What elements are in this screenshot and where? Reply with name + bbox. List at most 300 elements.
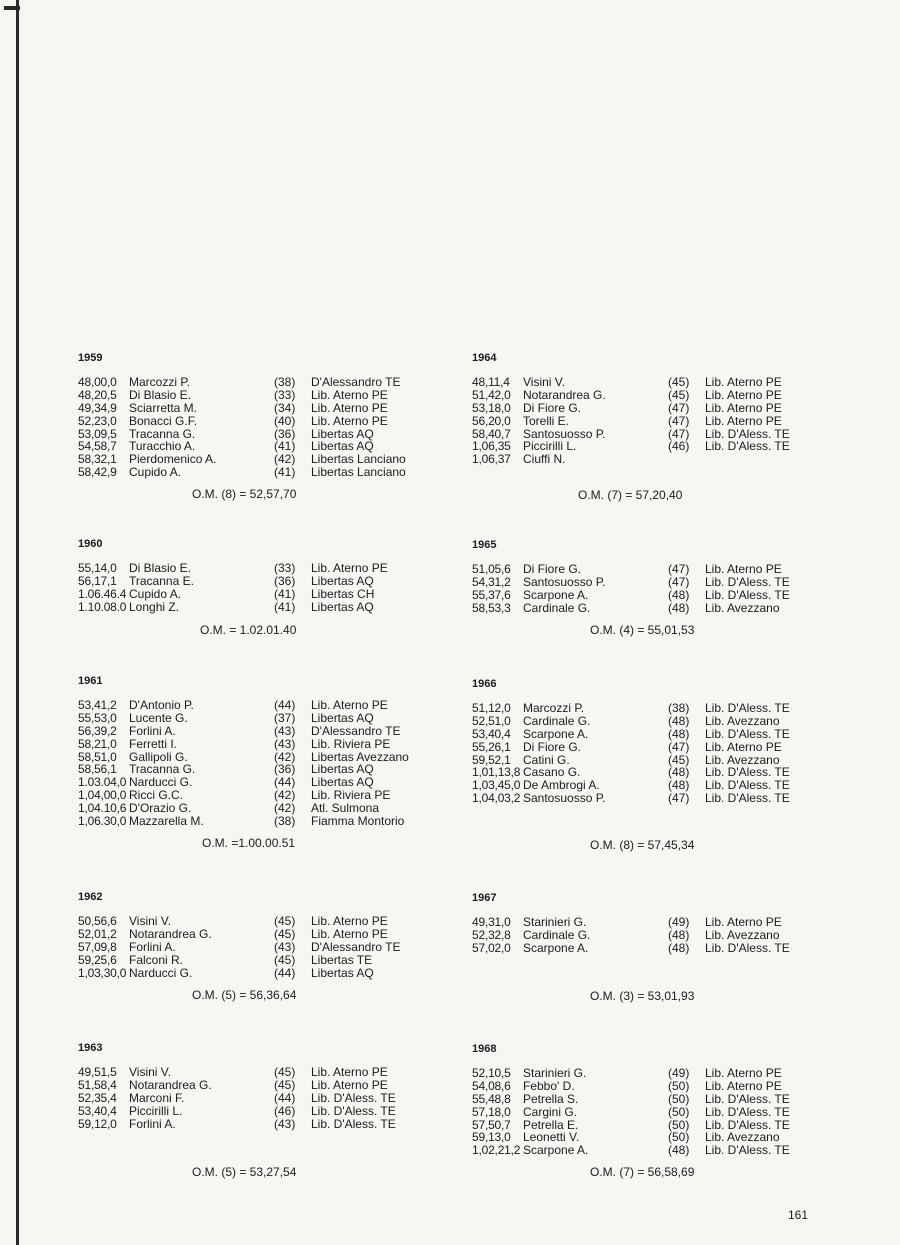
athlete-name: Tracanna G. xyxy=(129,426,196,441)
result-row xyxy=(78,389,438,402)
result-time: 56,20,0 xyxy=(472,413,511,428)
club-name: Libertas Lanciano xyxy=(311,465,406,480)
result-time: 1.10.08.0 xyxy=(78,599,127,614)
result-row xyxy=(472,453,832,466)
result-row xyxy=(472,792,832,805)
birth-year: (48) xyxy=(668,587,690,602)
athlete-name: Narducci G. xyxy=(129,775,193,790)
athlete-name: Marcozzi P. xyxy=(523,701,585,715)
result-time: 51,12,0 xyxy=(472,701,511,715)
result-row xyxy=(472,916,832,929)
average-summary: O.M. (5) = 53,27,54 xyxy=(192,1165,297,1179)
birth-year: (41) xyxy=(274,586,296,601)
birth-year: (36) xyxy=(274,426,296,441)
page-binding-mark xyxy=(4,6,20,10)
club-name: Lib. Aterno PE xyxy=(705,739,782,754)
result-time: 53,40,4 xyxy=(78,1103,117,1118)
result-time: 51,05,6 xyxy=(472,562,511,576)
athlete-name: Di Fiore G. xyxy=(523,739,582,754)
result-time: 1.06.46.4 xyxy=(78,586,127,601)
athlete-name: Tracanna G. xyxy=(129,762,196,777)
club-name: Lib. D'Aless. TE xyxy=(705,778,790,793)
athlete-name: Longhi Z. xyxy=(129,599,180,614)
result-row xyxy=(472,715,832,728)
result-time: 1,04.10,6 xyxy=(78,801,127,816)
result-time: 58,53,3 xyxy=(472,600,511,615)
year-block-1968 xyxy=(472,1043,832,1157)
athlete-name: Tracanna E. xyxy=(129,573,194,588)
result-row xyxy=(78,601,438,614)
club-name: Libertas AQ xyxy=(311,710,374,725)
birth-year: (49) xyxy=(668,1066,690,1080)
club-name: Lib. D'Aless. TE xyxy=(705,426,790,441)
club-name: Lib. Aterno PE xyxy=(705,915,782,929)
club-name: Lib. D'Aless. TE xyxy=(311,1090,396,1105)
result-time: 56,39,2 xyxy=(78,723,117,738)
club-name: Lib. D'Aless. TE xyxy=(705,574,790,589)
birth-year: (48) xyxy=(668,713,690,728)
result-row xyxy=(472,728,832,741)
result-row xyxy=(78,415,438,428)
result-time: 52,35,4 xyxy=(78,1090,117,1105)
athlete-name: Santosuosso P. xyxy=(523,426,606,441)
club-name: Libertas CH xyxy=(311,586,375,601)
club-name: Libertas AQ xyxy=(311,573,374,588)
athlete-name: Cargini G. xyxy=(523,1104,578,1119)
result-row xyxy=(78,915,438,928)
result-row xyxy=(472,376,832,389)
athlete-name: Pierdomenico A. xyxy=(129,452,217,467)
club-name: Lib. Aterno PE xyxy=(311,413,388,428)
athlete-name: Cardinale G. xyxy=(523,600,591,615)
athlete-name: Di Blasio E. xyxy=(129,561,192,575)
athlete-name: Leonetti V. xyxy=(523,1130,580,1145)
athlete-name: Petrella S. xyxy=(523,1091,579,1106)
birth-year: (48) xyxy=(668,940,690,955)
club-name: Libertas AQ xyxy=(311,762,374,777)
club-name: Lib. Aterno PE xyxy=(311,561,388,575)
birth-year: (48) xyxy=(668,778,690,793)
result-time: 58,56,1 xyxy=(78,762,117,777)
club-name: Lib. D'Aless. TE xyxy=(705,1104,790,1119)
club-name: Lib. D'Aless. TE xyxy=(705,587,790,602)
average-summary: O.M. =1.00.00.51 xyxy=(202,836,296,850)
result-time: 57,50,7 xyxy=(472,1117,511,1132)
athlete-name: Mazzarella M. xyxy=(129,814,204,829)
result-time: 58,42,9 xyxy=(78,465,117,480)
result-row xyxy=(78,1105,438,1118)
result-time: 55,14,0 xyxy=(78,561,117,575)
birth-year: (42) xyxy=(274,801,296,816)
year-heading: 1967 xyxy=(472,892,497,904)
birth-year: (36) xyxy=(274,573,296,588)
result-time: 1,06,35 xyxy=(472,439,511,454)
year-heading: 1965 xyxy=(472,539,497,551)
club-name: Libertas AQ xyxy=(311,775,374,790)
year-block-1962 xyxy=(78,891,438,979)
birth-year: (48) xyxy=(668,1143,690,1158)
club-name: Lib. D'Aless. TE xyxy=(705,1117,790,1132)
result-time: 52,10,5 xyxy=(472,1066,511,1080)
result-row xyxy=(472,402,832,415)
page-number: 161 xyxy=(787,1208,808,1222)
result-time: 52,32,8 xyxy=(472,927,511,942)
result-row xyxy=(472,1080,832,1093)
result-row xyxy=(472,1106,832,1119)
result-time: 58,51,0 xyxy=(78,749,117,764)
result-row xyxy=(472,1144,832,1157)
athlete-name: Catini G. xyxy=(523,752,570,767)
result-row xyxy=(78,699,438,712)
result-row xyxy=(472,741,832,754)
birth-year: (48) xyxy=(668,927,690,942)
result-time: 1,04,00,0 xyxy=(78,788,127,803)
club-name: Lib. Aterno PE xyxy=(705,387,782,402)
result-time: 51,58,4 xyxy=(78,1077,117,1092)
result-time: 57,02,0 xyxy=(472,940,511,955)
club-name: Lib. Riviera PE xyxy=(311,788,391,803)
athlete-name: Scarpone A. xyxy=(523,587,589,602)
birth-year: (47) xyxy=(668,400,690,415)
athlete-name: Visini V. xyxy=(523,375,566,389)
athlete-name: Sciarretta M. xyxy=(129,400,198,415)
average-summary: O.M. (3) = 53,01,93 xyxy=(590,989,695,1003)
athlete-name: De Ambrogi A. xyxy=(523,778,600,793)
result-row xyxy=(78,402,438,415)
result-time: 58,21,0 xyxy=(78,736,117,751)
club-name: Lib. D'Aless. TE xyxy=(705,1091,790,1106)
result-row xyxy=(472,702,832,715)
birth-year: (44) xyxy=(274,775,296,790)
club-name: D'Alessandro TE xyxy=(311,375,401,389)
average-summary: O.M. (8) = 57,45,34 xyxy=(590,838,695,852)
athlete-name: Marconi F. xyxy=(129,1090,185,1105)
club-name: Fiamma Montorio xyxy=(311,814,405,829)
club-name: Lib. Avezzano xyxy=(705,752,780,767)
club-name: Libertas AQ xyxy=(311,599,374,614)
year-block-1965 xyxy=(472,539,832,615)
club-name: Lib. Aterno PE xyxy=(311,698,388,712)
athlete-name: Narducci G. xyxy=(129,965,193,980)
result-time: 59,25,6 xyxy=(78,952,117,967)
athlete-name: Torelli E. xyxy=(523,413,570,428)
result-row xyxy=(78,575,438,588)
athlete-name: Gallipoli G. xyxy=(129,749,188,764)
result-row xyxy=(78,1079,438,1092)
result-row xyxy=(78,1092,438,1105)
birth-year: (44) xyxy=(274,965,296,980)
birth-year: (41) xyxy=(274,599,296,614)
athlete-name: Febbo' D. xyxy=(523,1078,575,1093)
year-block-1966 xyxy=(472,678,832,805)
result-time: 59,52,1 xyxy=(472,752,511,767)
result-row xyxy=(78,588,438,601)
result-time: 49,34,9 xyxy=(78,400,117,415)
birth-year: (42) xyxy=(274,452,296,467)
athlete-name: Di Blasio E. xyxy=(129,387,192,402)
athlete-name: Di Fiore G. xyxy=(523,562,582,576)
club-name: Lib. Aterno PE xyxy=(705,1066,782,1080)
result-time: 53,18,0 xyxy=(472,400,511,415)
birth-year: (48) xyxy=(668,600,690,615)
result-row xyxy=(78,738,438,751)
birth-year: (44) xyxy=(274,1090,296,1105)
average-summary: O.M. (7) = 57,20,40 xyxy=(578,488,683,502)
result-time: 52,51,0 xyxy=(472,713,511,728)
athlete-name: Bonacci G.F. xyxy=(129,413,198,428)
birth-year: (47) xyxy=(668,574,690,589)
result-time: 57,09,8 xyxy=(78,939,117,954)
club-name: Lib. Avezzano xyxy=(705,600,780,615)
athlete-name: Ricci G.C. xyxy=(129,788,183,803)
athlete-name: Visini V. xyxy=(129,914,172,928)
result-time: 51,42,0 xyxy=(472,387,511,402)
result-row xyxy=(472,1067,832,1080)
result-row xyxy=(472,942,832,955)
result-row xyxy=(472,929,832,942)
club-name: Libertas AQ xyxy=(311,965,374,980)
club-name: Lib. D'Aless. TE xyxy=(705,439,790,454)
athlete-name: Piccirilli L. xyxy=(523,439,577,454)
club-name: Libertas AQ xyxy=(311,426,374,441)
birth-year: (42) xyxy=(274,749,296,764)
athlete-name: Notarandrea G. xyxy=(129,1077,212,1092)
result-time: 55,53,0 xyxy=(78,710,117,725)
year-block-1960 xyxy=(78,538,438,614)
athlete-name: Casano G. xyxy=(523,765,581,780)
result-time: 54,31,2 xyxy=(472,574,511,589)
result-row xyxy=(78,1066,438,1079)
athlete-name: Starinieri G. xyxy=(523,1066,587,1080)
result-row xyxy=(472,563,832,576)
result-time: 48,11,4 xyxy=(472,375,510,389)
result-time: 48,20,5 xyxy=(78,387,117,402)
average-summary: O.M. = 1.02.01.40 xyxy=(200,623,297,637)
page-binding-edge xyxy=(16,0,19,1245)
result-time: 58,40,7 xyxy=(472,426,511,441)
athlete-name: D'Antonio P. xyxy=(129,698,194,712)
birth-year: (47) xyxy=(668,426,690,441)
birth-year: (44) xyxy=(274,698,296,712)
birth-year: (43) xyxy=(274,939,296,954)
athlete-name: Cupido A. xyxy=(129,465,182,480)
year-block-1959 xyxy=(78,352,438,479)
year-heading: 1964 xyxy=(472,352,497,364)
result-row xyxy=(472,589,832,602)
club-name: Lib. D'Aless. TE xyxy=(311,1103,396,1118)
athlete-name: Forlini A. xyxy=(129,723,176,738)
birth-year: (43) xyxy=(274,736,296,751)
year-block-1964 xyxy=(472,352,832,466)
result-row xyxy=(78,1118,438,1131)
birth-year: (41) xyxy=(274,439,296,454)
average-summary: O.M. (8) = 52,57,70 xyxy=(192,487,297,501)
athlete-name: Cupido A. xyxy=(129,586,182,601)
birth-year: (50) xyxy=(668,1091,690,1106)
birth-year: (40) xyxy=(274,413,296,428)
birth-year: (45) xyxy=(274,914,296,928)
year-block-1967 xyxy=(472,892,832,955)
athlete-name: Falconi R. xyxy=(129,952,184,967)
birth-year: (34) xyxy=(274,400,296,415)
birth-year: (41) xyxy=(274,465,296,480)
club-name: Lib. Aterno PE xyxy=(705,400,782,415)
athlete-name: Turacchio A. xyxy=(129,439,196,454)
year-heading: 1960 xyxy=(78,538,103,550)
birth-year: (37) xyxy=(274,710,296,725)
birth-year: (42) xyxy=(274,788,296,803)
result-time: 55,26,1 xyxy=(472,739,511,754)
club-name: Lib. Aterno PE xyxy=(705,562,782,576)
year-heading: 1961 xyxy=(78,675,103,687)
athlete-name: Notarandrea G. xyxy=(523,387,606,402)
result-time: 53,40,4 xyxy=(472,726,511,741)
result-time: 1,06,37 xyxy=(472,452,511,467)
athlete-name: D'Orazio G. xyxy=(129,801,192,816)
result-row xyxy=(78,562,438,575)
club-name: Lib. D'Aless. TE xyxy=(311,1116,396,1131)
result-row xyxy=(78,954,438,967)
club-name: Lib. D'Aless. TE xyxy=(705,765,790,780)
athlete-name: Scarpone A. xyxy=(523,940,589,955)
athlete-name: Starinieri G. xyxy=(523,915,587,929)
birth-year: (50) xyxy=(668,1078,690,1093)
result-row xyxy=(78,712,438,725)
result-time: 56,17,1 xyxy=(78,573,117,588)
result-row xyxy=(78,941,438,954)
result-row xyxy=(472,602,832,615)
birth-year: (45) xyxy=(274,1065,296,1079)
result-time: 1.03.04,0 xyxy=(78,775,127,790)
result-time: 57,18,0 xyxy=(472,1104,511,1119)
result-time: 1,02,21,2 xyxy=(472,1143,521,1158)
result-row xyxy=(78,967,438,980)
club-name: Libertas TE xyxy=(311,952,373,967)
birth-year: (45) xyxy=(274,1077,296,1092)
athlete-name: Notarandrea G. xyxy=(129,926,212,941)
athlete-name: Cardinale G. xyxy=(523,927,591,942)
year-heading: 1963 xyxy=(78,1042,103,1054)
average-summary: O.M. (4) = 55,01,53 xyxy=(590,623,695,637)
club-name: Lib. D'Aless. TE xyxy=(705,1143,790,1158)
club-name: Libertas Lanciano xyxy=(311,452,406,467)
average-summary: O.M. (5) = 56,36,64 xyxy=(192,988,297,1002)
result-row xyxy=(472,1093,832,1106)
athlete-name: Cardinale G. xyxy=(523,713,591,728)
result-row xyxy=(78,928,438,941)
result-time: 1,06.30,0 xyxy=(78,814,127,829)
club-name: D'Alessandro TE xyxy=(311,939,401,954)
club-name: Lib. D'Aless. TE xyxy=(705,726,790,741)
athlete-name: Marcozzi P. xyxy=(129,375,191,389)
athlete-name: Forlini A. xyxy=(129,939,176,954)
club-name: Lib. Avezzano xyxy=(705,713,780,728)
birth-year: (49) xyxy=(668,915,690,929)
birth-year: (48) xyxy=(668,726,690,741)
result-time: 49,51,5 xyxy=(78,1065,117,1079)
club-name: Lib. D'Aless. TE xyxy=(705,940,790,955)
result-time: 53,41,2 xyxy=(78,698,117,712)
club-name: Lib. Aterno PE xyxy=(311,926,388,941)
result-row xyxy=(78,466,438,479)
club-name: Lib. Aterno PE xyxy=(705,1078,782,1093)
athlete-name: Ciuffi N. xyxy=(523,452,566,467)
birth-year: (47) xyxy=(668,791,690,806)
birth-year: (50) xyxy=(668,1130,690,1145)
club-name: Lib. Riviera PE xyxy=(311,736,391,751)
result-time: 52,01,2 xyxy=(78,926,117,941)
birth-year: (45) xyxy=(668,375,690,389)
birth-year: (43) xyxy=(274,1116,296,1131)
result-time: 48,00,0 xyxy=(78,375,117,389)
birth-year: (45) xyxy=(668,752,690,767)
result-time: 53,09,5 xyxy=(78,426,117,441)
athlete-name: Santosuosso P. xyxy=(523,791,606,806)
result-time: 54,08,6 xyxy=(472,1078,511,1093)
club-name: Libertas AQ xyxy=(311,439,374,454)
result-row xyxy=(78,376,438,389)
birth-year: (47) xyxy=(668,413,690,428)
birth-year: (48) xyxy=(668,765,690,780)
result-time: 1,03,30,0 xyxy=(78,965,127,980)
year-block-1963 xyxy=(78,1042,438,1130)
athlete-name: Scarpone A. xyxy=(523,1143,589,1158)
birth-year: (38) xyxy=(274,375,296,389)
birth-year: (45) xyxy=(274,952,296,967)
result-row xyxy=(78,725,438,738)
result-time: 49,31,0 xyxy=(472,915,511,929)
result-time: 1,03,45,0 xyxy=(472,778,521,793)
athlete-name: Ferretti I. xyxy=(129,736,178,751)
year-heading: 1968 xyxy=(472,1043,497,1055)
result-time: 1,01,13,8 xyxy=(472,765,521,780)
year-heading: 1962 xyxy=(78,891,103,903)
result-time: 59,13,0 xyxy=(472,1130,511,1145)
birth-year: (47) xyxy=(668,739,690,754)
club-name: Lib. Aterno PE xyxy=(311,914,388,928)
result-time: 52,23,0 xyxy=(78,413,117,428)
result-time: 55,48,8 xyxy=(472,1091,511,1106)
club-name: Lib. Aterno PE xyxy=(705,375,782,389)
result-row xyxy=(78,815,438,828)
birth-year: (36) xyxy=(274,762,296,777)
year-heading: 1959 xyxy=(78,352,103,364)
birth-year: (47) xyxy=(668,562,690,576)
birth-year: (45) xyxy=(668,387,690,402)
result-time: 59,12,0 xyxy=(78,1116,117,1131)
club-name: Libertas Avezzano xyxy=(311,749,409,764)
result-time: 58,32,1 xyxy=(78,452,117,467)
club-name: Lib. Aterno PE xyxy=(311,387,388,402)
birth-year: (46) xyxy=(274,1103,296,1118)
result-time: 1,04,03,2 xyxy=(472,791,521,806)
club-name: Lib. Avezzano xyxy=(705,1130,780,1145)
birth-year: (46) xyxy=(668,439,690,454)
club-name: D'Alessandro TE xyxy=(311,723,401,738)
athlete-name: Petrella E. xyxy=(523,1117,579,1132)
result-time: 55,37,6 xyxy=(472,587,511,602)
club-name: Lib. D'Aless. TE xyxy=(705,701,790,715)
athlete-name: Santosuosso P. xyxy=(523,574,606,589)
result-time: 54,58,7 xyxy=(78,439,117,454)
club-name: Atl. Sulmona xyxy=(311,801,380,816)
club-name: Lib. Avezzano xyxy=(705,927,780,942)
birth-year: (33) xyxy=(274,387,296,402)
club-name: Lib. D'Aless. TE xyxy=(705,791,790,806)
result-row xyxy=(472,389,832,402)
athlete-name: Forlini A. xyxy=(129,1116,176,1131)
birth-year: (50) xyxy=(668,1117,690,1132)
